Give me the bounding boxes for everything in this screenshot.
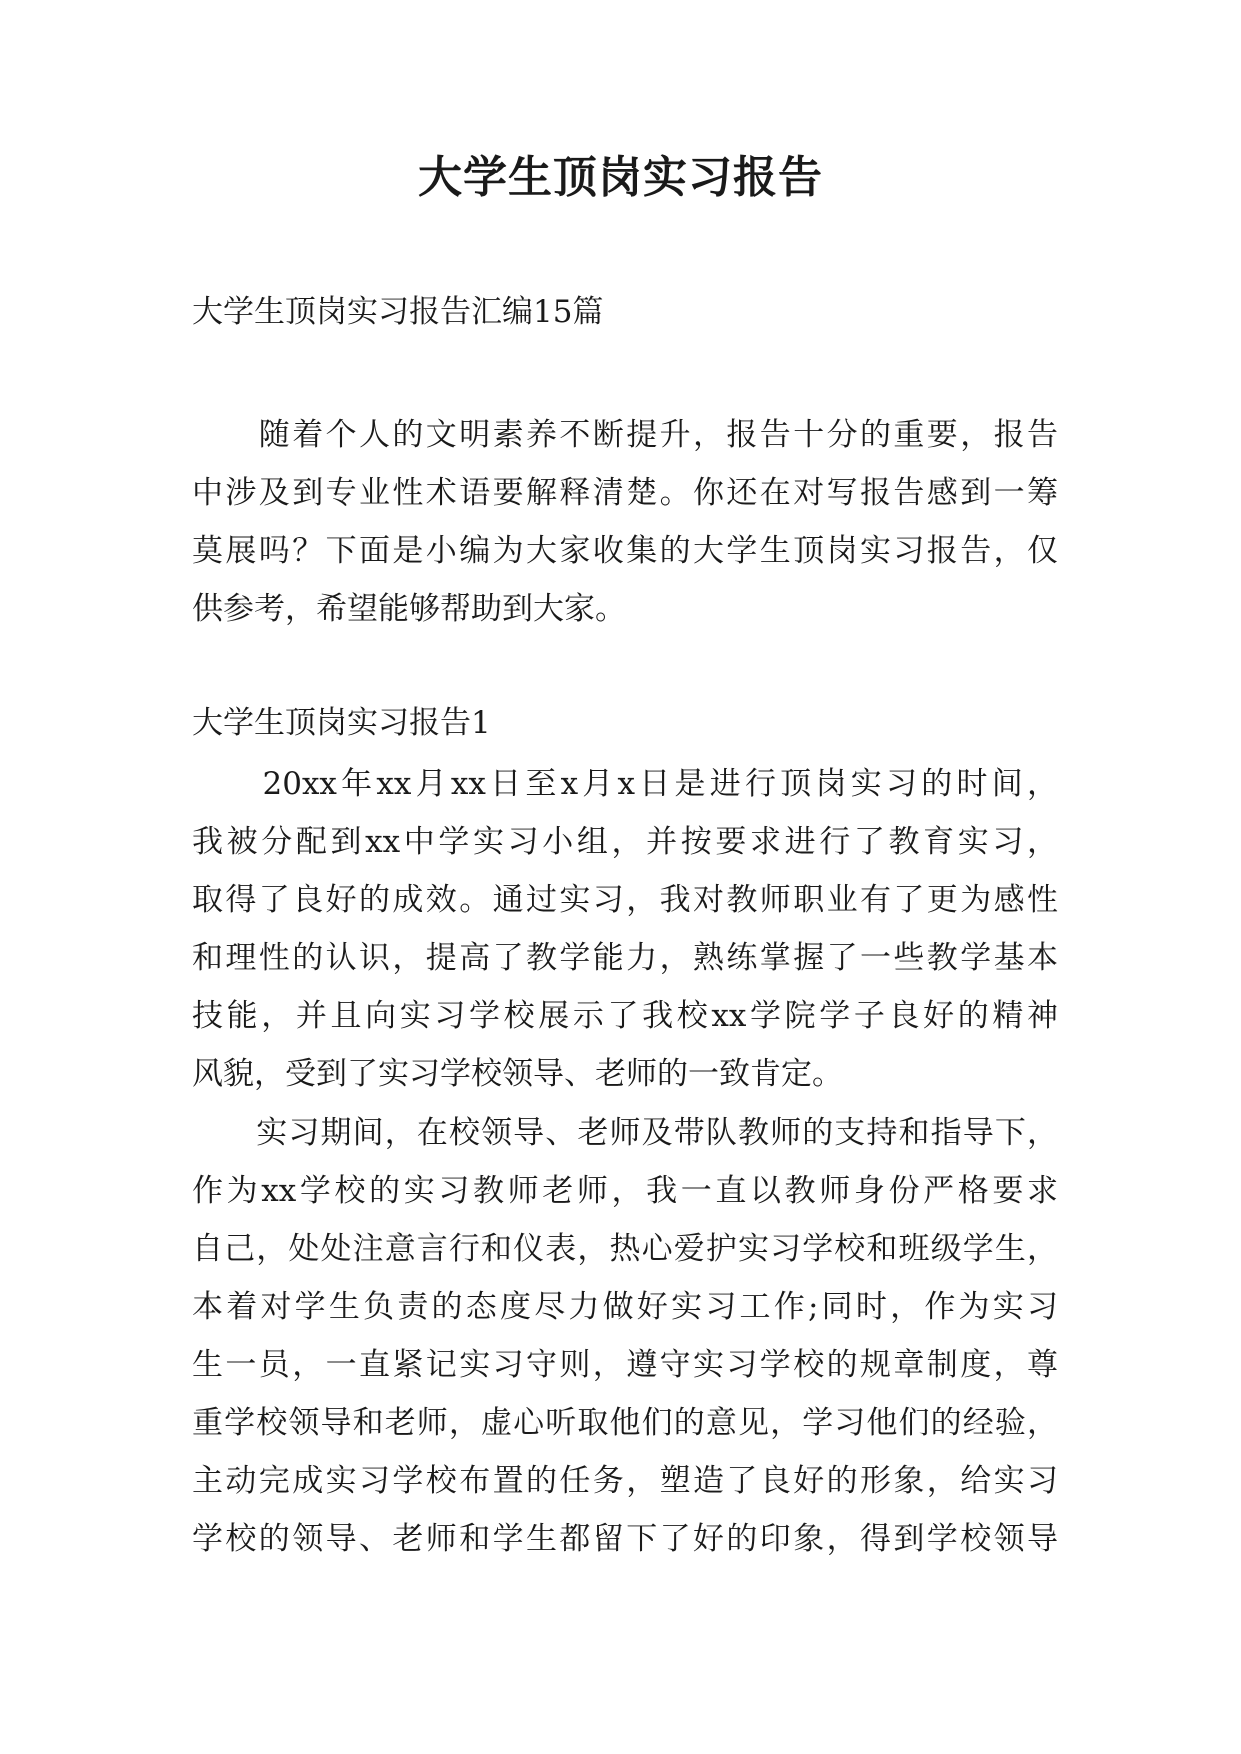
intro-line: 莫展吗？下面是小编为大家收集的大学生顶岗实习报告，仅 (192, 533, 1058, 569)
paragraph-line: 和理性的认识，提高了教学能力，熟练掌握了一些教学基本 (192, 940, 1058, 976)
body-paragraph-1 (192, 755, 1058, 1103)
document-subtitle: 大学生顶岗实习报告汇编15篇 (192, 294, 604, 330)
intro-line: 随着个人的文明素养不断提升，报告十分的重要，报告 (192, 417, 1058, 453)
body-paragraph-2 (192, 1104, 1058, 1568)
document-title: 大学生顶岗实习报告 (418, 152, 823, 203)
paragraph-line: 重学校领导和老师，虚心听取他们的意见，学习他们的经验， (192, 1405, 1058, 1441)
paragraph-line: 取得了良好的成效。通过实习，我对教师职业有了更为感性 (192, 882, 1058, 918)
paragraph-line: 生一员，一直紧记实习守则，遵守实习学校的规章制度，尊 (192, 1347, 1058, 1383)
paragraph-line: 我被分配到xx中学实习小组，并按要求进行了教育实习， (192, 824, 1058, 860)
paragraph-line: 本着对学生负责的态度尽力做好实习工作;同时，作为实习 (192, 1289, 1058, 1325)
intro-line: 供参考，希望能够帮助到大家。 (192, 591, 626, 627)
paragraph-line: 作为xx学校的实习教师老师，我一直以教师身份严格要求 (192, 1173, 1058, 1209)
paragraph-line: 学校的领导、老师和学生都留下了好的印象，得到学校领导 (192, 1521, 1058, 1557)
paragraph-line: 风貌，受到了实习学校领导、老师的一致肯定。 (192, 1056, 843, 1092)
paragraph-line: 实习期间，在校领导、老师及带队教师的支持和指导下， (192, 1115, 1058, 1151)
paragraph-line: 技能，并且向实习学校展示了我校xx学院学子良好的精神 (192, 998, 1058, 1034)
paragraph-line: 20xx年xx月xx日至x月x日是进行顶岗实习的时间， (192, 766, 1058, 802)
paragraph-line: 自己，处处注意言行和仪表，热心爱护实习学校和班级学生， (192, 1231, 1058, 1267)
intro-paragraph (192, 406, 1058, 638)
intro-line: 中涉及到专业性术语要解释清楚。你还在对写报告感到一筹 (192, 475, 1058, 511)
paragraph-line: 主动完成实习学校布置的任务，塑造了良好的形象，给实习 (192, 1463, 1058, 1499)
section-heading: 大学生顶岗实习报告1 (192, 705, 491, 741)
